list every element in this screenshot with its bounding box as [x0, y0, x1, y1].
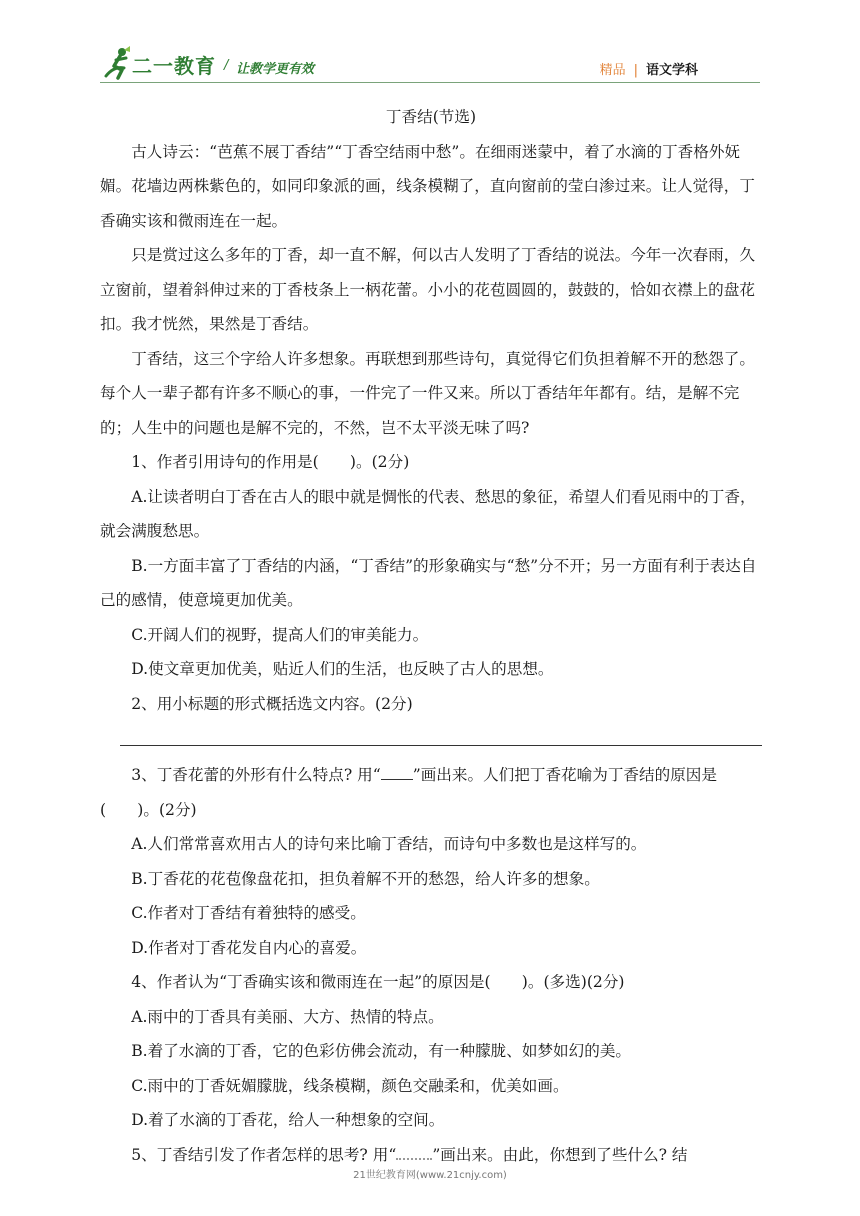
passage-paragraph: 只是赏过这么多年的丁香，却一直不解，何以古人发明了丁香结的说法。今年一次春雨，久立窗前，望着斜伸过来的丁香枝条上一柄花蕾。小小的花苞圆圆的，鼓鼓的，恰如衣襟上的盘花扣。我才恍然，果然是丁香结。: [100, 246, 755, 333]
question-1-option-a: A.让读者明白丁香在古人的眼中就是惆怅的代表、愁思的象征，希望人们看见雨中的丁香，就会满腹愁思。: [100, 487, 756, 540]
premium-label: 精品: [599, 63, 626, 78]
header-divider: [100, 82, 760, 83]
subject-tag: [600, 59, 698, 78]
slogan-separator: /: [224, 58, 229, 73]
brand-name: 二一教育: [132, 54, 216, 78]
question-3-option-a: A.人们常常喜欢用古人的诗句来比喻丁香结，而诗句中多数也是这样写的。: [131, 835, 647, 853]
brand-slogan: 让教学更有效: [236, 62, 315, 77]
question-4-option-b: B.着了水滴的丁香，它的色彩仿佛会流动，有一种朦胧、如梦如幻的美。: [131, 1042, 632, 1060]
question-3-option-b: B.丁香花的花苞像盘花扣，担负着解不开的愁怨，给人许多的想象。: [131, 869, 600, 888]
question-1-option-b: B.一方面丰富了丁香结的内涵，“丁香结”的形象确实与“愁”分不开；另一方面有利于表达自己的感情，使意境更加优美。: [100, 556, 757, 609]
passage-title: 丁香结(节选): [385, 108, 477, 126]
question-1-stem: 1、作者引用诗句的作用是( )。(2分): [131, 453, 410, 471]
question-3-option-c: C.作者对丁香结有着独特的感受。: [131, 904, 366, 922]
question-2-stem: 2、用小标题的形式概括选文内容。(2分): [131, 694, 413, 713]
question-5-stem-part-2: ”画出来。由此，你想到了些什么? 结: [432, 1145, 688, 1164]
underline-sample: [381, 765, 413, 780]
tag-separator: |: [633, 63, 638, 78]
question-4-option-d: D.着了水滴的丁香花，给人一种想象的空间。: [131, 1111, 445, 1129]
passage-paragraph: 古人诗云：“芭蕉不展丁香结”“丁香空结雨中愁”。在细雨迷蒙中，着了水滴的丁香格外妩媚。花墙边两株紫色的，如同印象派的画，线条模糊了，直向窗前的莹白渗过来。让人觉得，丁香确实该和微雨连在一起。: [100, 142, 755, 230]
question-1-option-d: D.使文章更加优美，贴近人们的生活，也反映了古人的思想。: [131, 660, 554, 678]
page-header: [100, 42, 760, 82]
question-4-stem: 4、作者认为“丁香确实该和微雨连在一起”的原因是( )。(多选)(2分): [131, 973, 625, 991]
question-3-stem: [100, 758, 762, 827]
document-body: [100, 100, 762, 1172]
question-3-option-d: D.作者对丁香花发自内心的喜爱。: [131, 938, 367, 957]
question-4-option-c: C.雨中的丁香妩媚朦胧，线条模糊，颜色交融柔和，优美如画。: [131, 1076, 569, 1095]
passage-paragraph: 丁香结，这三个字给人许多想象。再联想到那些诗句，真觉得它们负担着解不开的愁怨了。每个人一辈子都有许多不顺心的事，一件完了一件又来。所以丁香结年年都有。结，是解不完的；人生中的问题也是解不完的，不然，岂不太平淡无味了吗?: [100, 349, 755, 437]
question-3-stem-part-2: ”画出来。人们把丁香花喻为丁香结的原因是( )。(2分): [100, 766, 717, 819]
question-4-option-a: A.雨中的丁香具有美丽、大方、热情的特点。: [131, 1007, 444, 1026]
question-5-stem-part-1: 5、丁香结引发了作者怎样的思考? 用“: [131, 1145, 397, 1164]
page-footer: 21世纪教育网(www.21cnjy.com): [353, 1170, 507, 1181]
wavy-underline-sample: [396, 1148, 432, 1160]
question-1-option-c: C.开阔人们的视野，提高人们的审美能力。: [131, 625, 429, 644]
answer-line[interactable]: [120, 721, 762, 746]
subject-label: 语文学科: [645, 63, 698, 78]
question-3-stem-part-1: 3、丁香花蕾的外形有什么特点? 用“: [131, 766, 381, 784]
